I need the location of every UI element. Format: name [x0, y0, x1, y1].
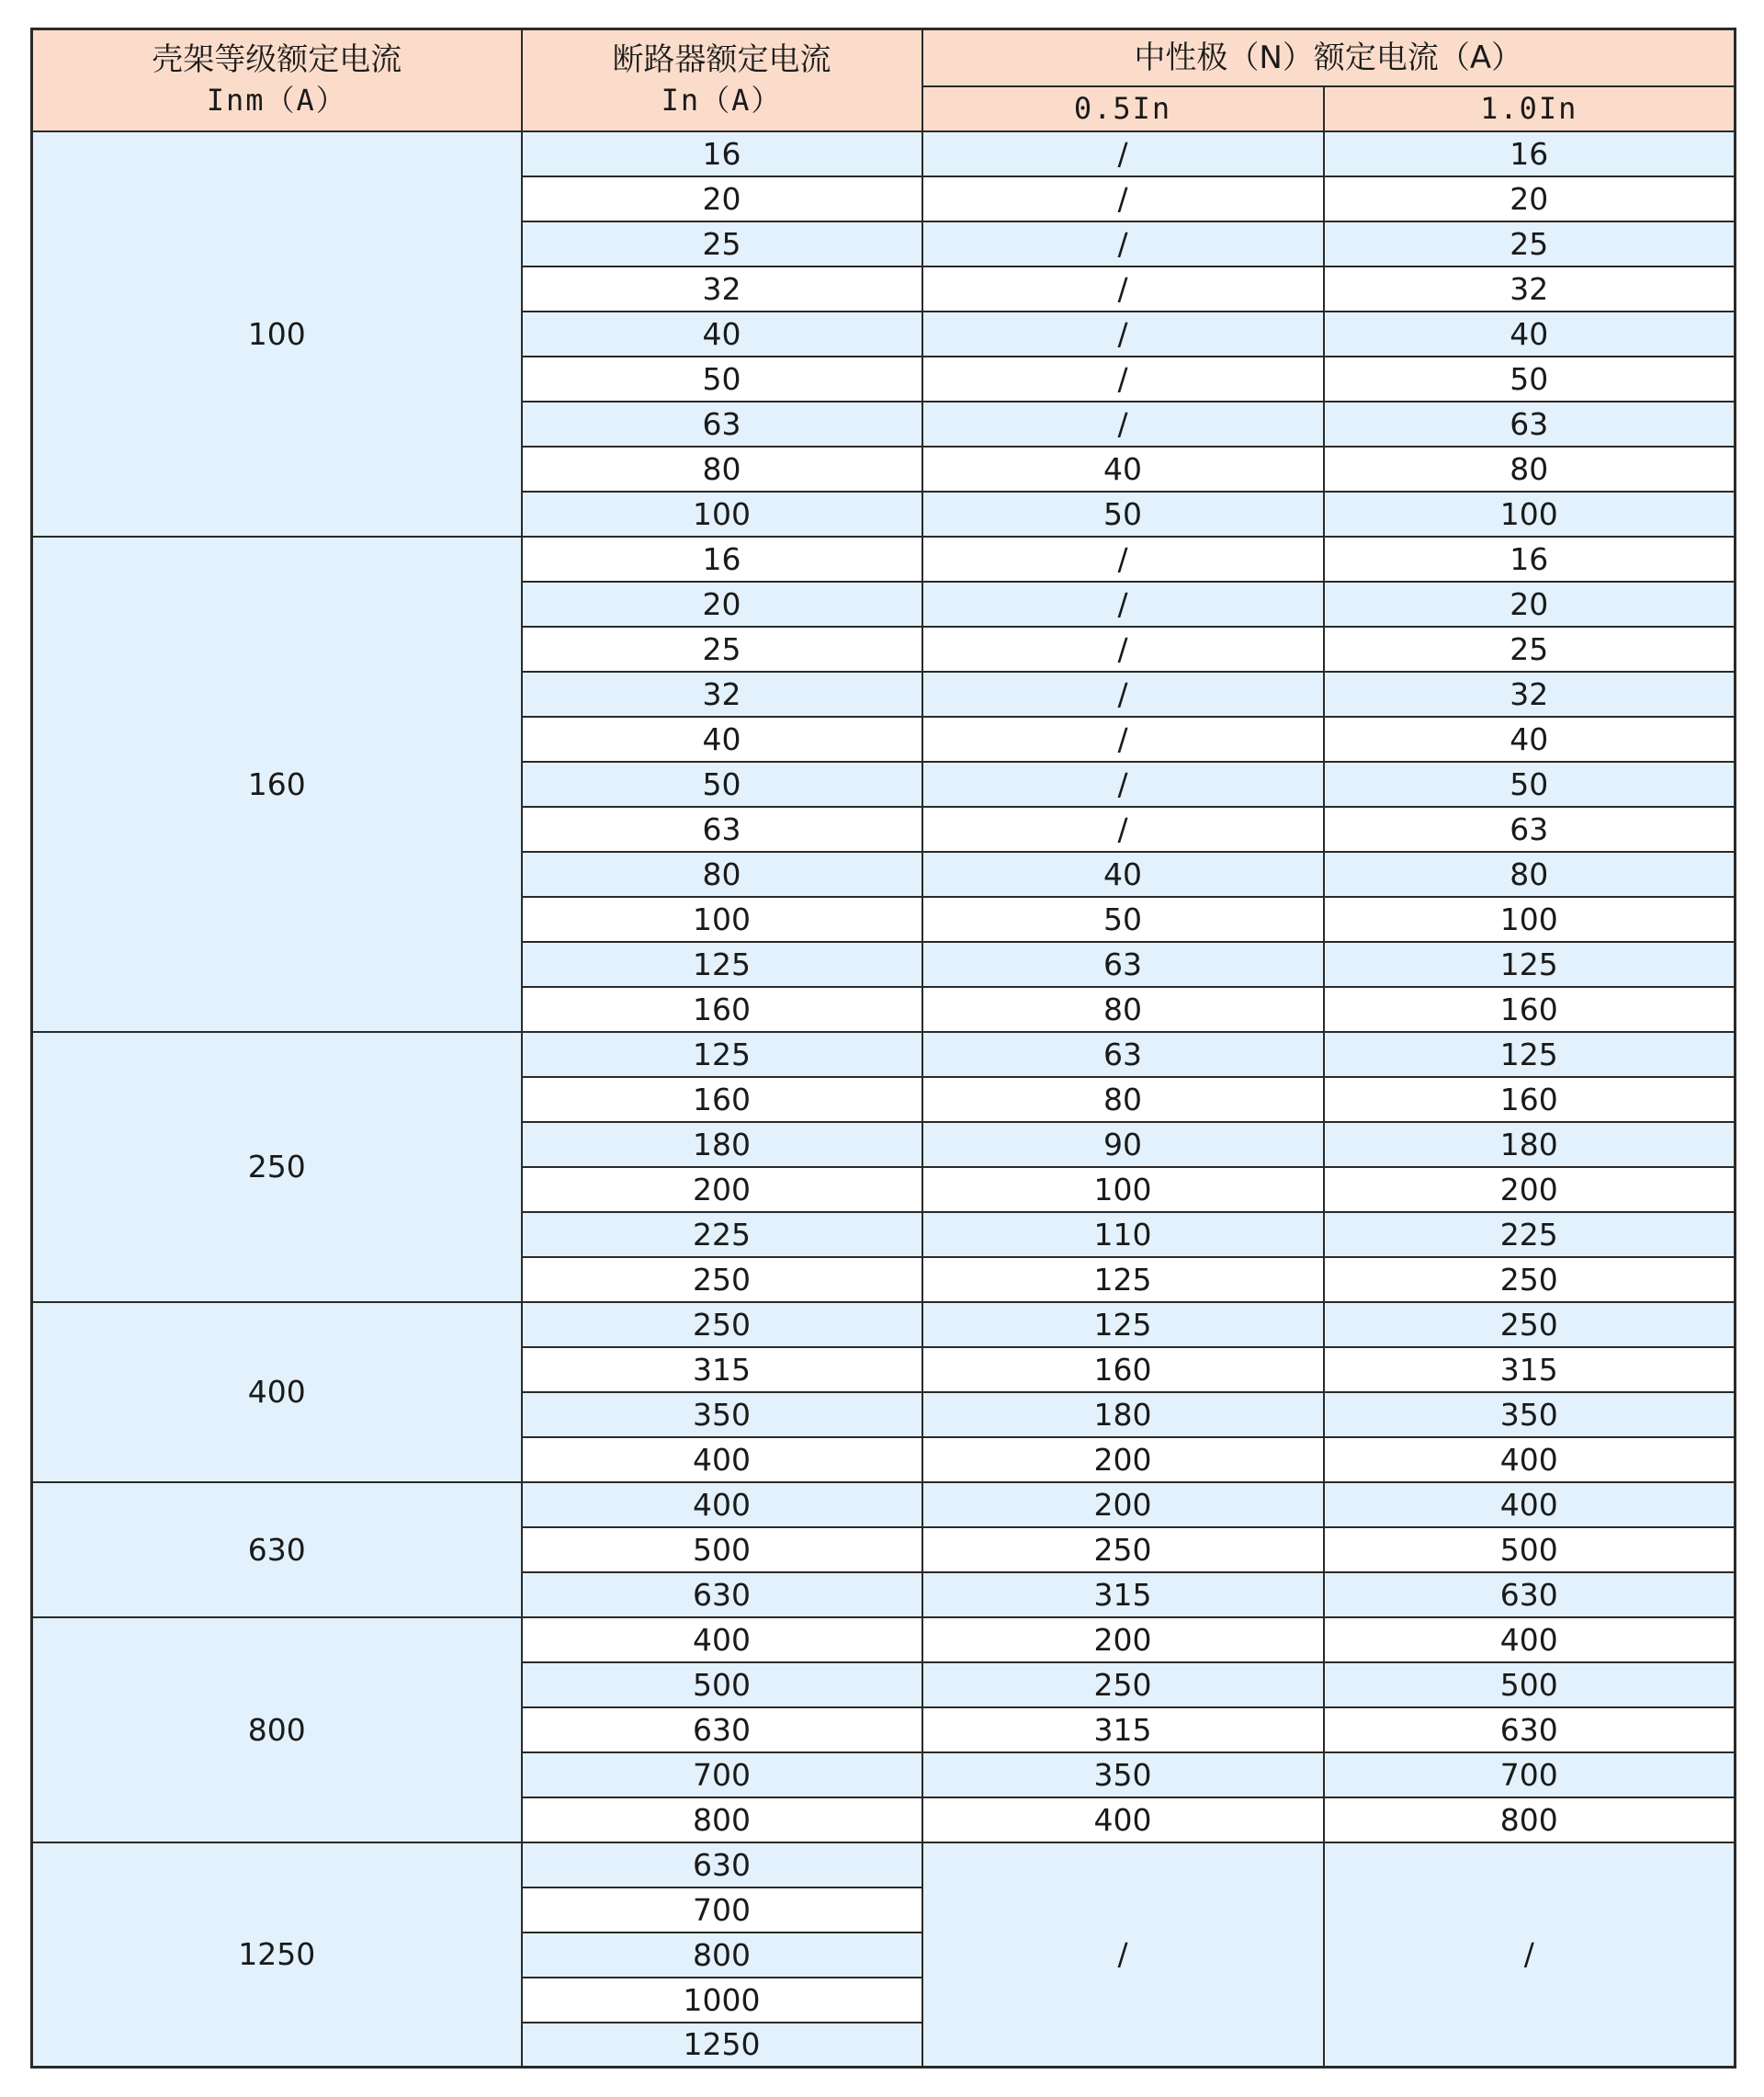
breaker-current-cell: 63 — [522, 402, 922, 447]
breaker-current-cell: 32 — [522, 266, 922, 312]
breaker-current-cell: 500 — [522, 1662, 922, 1707]
breaker-current-cell: 100 — [522, 492, 922, 537]
breaker-current-cell: 630 — [522, 1707, 922, 1752]
breaker-current-cell: 350 — [522, 1392, 922, 1437]
neutral-full-cell: 160 — [1324, 987, 1736, 1032]
breaker-current-header — [522, 29, 922, 131]
neutral-full-cell: 80 — [1324, 447, 1736, 492]
neutral-half-cell: / — [922, 221, 1324, 266]
breaker-current-cell: 125 — [522, 942, 922, 987]
neutral-full-cell: 125 — [1324, 942, 1736, 987]
neutral-half-cell: 80 — [922, 1077, 1324, 1122]
neutral-full-cell: 250 — [1324, 1302, 1736, 1347]
neutral-full-label: 1.0In — [1480, 91, 1578, 126]
neutral-full-cell: 180 — [1324, 1122, 1736, 1167]
neutral-half-cell: 63 — [922, 1032, 1324, 1077]
table-row — [32, 1842, 1736, 1887]
frame-current-title: 壳架等级额定电流 — [152, 41, 402, 79]
table-row — [32, 1617, 1736, 1662]
breaker-current-cell: 700 — [522, 1752, 922, 1797]
breaker-current-cell: 1250 — [522, 2023, 922, 2068]
breaker-current-cell: 16 — [522, 537, 922, 582]
neutral-full-cell: 63 — [1324, 807, 1736, 852]
breaker-current-cell: 160 — [522, 1077, 922, 1122]
neutral-half-cell: 315 — [922, 1572, 1324, 1617]
neutral-half-cell: 200 — [922, 1482, 1324, 1527]
neutral-full-cell: 400 — [1324, 1482, 1736, 1527]
neutral-full-cell: 40 — [1324, 717, 1736, 762]
breaker-current-cell: 125 — [522, 1032, 922, 1077]
neutral-full-cell: 25 — [1324, 627, 1736, 672]
neutral-full-cell: 630 — [1324, 1572, 1736, 1617]
breaker-current-cell: 250 — [522, 1257, 922, 1302]
neutral-half-cell: / — [922, 312, 1324, 357]
neutral-half-cell: / — [922, 672, 1324, 717]
breaker-current-cell: 225 — [522, 1212, 922, 1257]
neutral-current-header: 中性极（N）额定电流（A） — [922, 29, 1736, 86]
breaker-current-cell: 315 — [522, 1347, 922, 1392]
table-body — [32, 131, 1736, 2068]
neutral-full-cell: 400 — [1324, 1437, 1736, 1482]
frame-current-unit: Inm（A） — [206, 83, 347, 119]
neutral-half-cell: / — [922, 807, 1324, 852]
neutral-half-cell: / — [922, 627, 1324, 672]
breaker-current-cell: 25 — [522, 627, 922, 672]
breaker-current-cell: 16 — [522, 131, 922, 176]
breaker-current-cell: 180 — [522, 1122, 922, 1167]
current-rating-table — [30, 28, 1736, 2069]
neutral-half-cell: 50 — [922, 492, 1324, 537]
breaker-current-cell: 200 — [522, 1167, 922, 1212]
breaker-current-cell: 100 — [522, 897, 922, 942]
frame-current-cell: 250 — [32, 1032, 522, 1302]
breaker-current-cell: 630 — [522, 1842, 922, 1887]
neutral-half-cell: 315 — [922, 1707, 1324, 1752]
neutral-half-cell: 110 — [922, 1212, 1324, 1257]
neutral-half-cell: 90 — [922, 1122, 1324, 1167]
breaker-current-cell: 50 — [522, 762, 922, 807]
breaker-current-cell: 800 — [522, 1797, 922, 1842]
breaker-current-cell: 32 — [522, 672, 922, 717]
neutral-full-cell: 250 — [1324, 1257, 1736, 1302]
neutral-half-cell: 50 — [922, 897, 1324, 942]
neutral-full-cell: 40 — [1324, 312, 1736, 357]
neutral-full-cell: 125 — [1324, 1032, 1736, 1077]
neutral-full-cell: 32 — [1324, 672, 1736, 717]
neutral-half-cell: / — [922, 266, 1324, 312]
neutral-half-header — [922, 86, 1324, 131]
breaker-current-cell: 160 — [522, 987, 922, 1032]
table-row — [32, 131, 1736, 176]
neutral-half-cell: 80 — [922, 987, 1324, 1032]
neutral-full-cell: 800 — [1324, 1797, 1736, 1842]
neutral-full-cell: 80 — [1324, 852, 1736, 897]
neutral-half-cell: / — [922, 717, 1324, 762]
neutral-full-cell: 100 — [1324, 897, 1736, 942]
breaker-current-cell: 40 — [522, 312, 922, 357]
neutral-half-cell: 40 — [922, 447, 1324, 492]
neutral-half-cell: 200 — [922, 1437, 1324, 1482]
breaker-current-cell: 50 — [522, 357, 922, 402]
table-row — [32, 1032, 1736, 1077]
breaker-current-cell: 250 — [522, 1302, 922, 1347]
breaker-current-cell: 500 — [522, 1527, 922, 1572]
neutral-half-cell: 400 — [922, 1797, 1324, 1842]
neutral-half-cell: / — [922, 1842, 1324, 2068]
neutral-full-cell: 225 — [1324, 1212, 1736, 1257]
breaker-current-cell: 80 — [522, 447, 922, 492]
breaker-current-cell: 700 — [522, 1887, 922, 1933]
neutral-half-label: 0.5In — [1073, 91, 1172, 126]
neutral-half-cell: 350 — [922, 1752, 1324, 1797]
table-row — [32, 1482, 1736, 1527]
breaker-current-unit: In（A） — [661, 83, 783, 119]
frame-current-header — [32, 29, 522, 131]
neutral-full-cell: 630 — [1324, 1707, 1736, 1752]
neutral-half-cell: / — [922, 582, 1324, 627]
neutral-full-cell: 700 — [1324, 1752, 1736, 1797]
breaker-current-cell: 20 — [522, 582, 922, 627]
breaker-current-cell: 400 — [522, 1482, 922, 1527]
frame-current-cell: 800 — [32, 1617, 522, 1842]
neutral-half-cell: 125 — [922, 1302, 1324, 1347]
neutral-half-cell: 40 — [922, 852, 1324, 897]
neutral-half-cell: 160 — [922, 1347, 1324, 1392]
neutral-full-cell: 50 — [1324, 357, 1736, 402]
neutral-half-cell: 250 — [922, 1527, 1324, 1572]
frame-current-cell: 630 — [32, 1482, 522, 1617]
breaker-current-cell: 630 — [522, 1572, 922, 1617]
neutral-half-cell: 250 — [922, 1662, 1324, 1707]
frame-current-cell: 100 — [32, 131, 522, 537]
neutral-half-cell: 63 — [922, 942, 1324, 987]
table-row — [32, 1302, 1736, 1347]
breaker-current-cell: 800 — [522, 1933, 922, 1978]
neutral-half-cell: 125 — [922, 1257, 1324, 1302]
neutral-half-cell: / — [922, 176, 1324, 221]
table-row — [32, 537, 1736, 582]
neutral-half-cell: 180 — [922, 1392, 1324, 1437]
neutral-full-header — [1324, 86, 1736, 131]
breaker-current-title: 断路器额定电流 — [612, 41, 831, 79]
neutral-full-cell: 25 — [1324, 221, 1736, 266]
neutral-full-cell: 400 — [1324, 1617, 1736, 1662]
breaker-current-cell: 400 — [522, 1617, 922, 1662]
neutral-half-cell: 100 — [922, 1167, 1324, 1212]
neutral-half-cell: / — [922, 402, 1324, 447]
breaker-current-cell: 1000 — [522, 1978, 922, 2023]
neutral-full-cell: 32 — [1324, 266, 1736, 312]
neutral-half-cell: 200 — [922, 1617, 1324, 1662]
neutral-half-cell: / — [922, 537, 1324, 582]
neutral-full-cell: 315 — [1324, 1347, 1736, 1392]
neutral-full-cell: 50 — [1324, 762, 1736, 807]
neutral-full-cell: 100 — [1324, 492, 1736, 537]
breaker-current-cell: 40 — [522, 717, 922, 762]
neutral-half-cell: / — [922, 131, 1324, 176]
frame-current-cell: 400 — [32, 1302, 522, 1482]
neutral-full-cell: / — [1324, 1842, 1736, 2068]
neutral-full-cell: 20 — [1324, 582, 1736, 627]
neutral-full-cell: 500 — [1324, 1527, 1736, 1572]
breaker-current-cell: 63 — [522, 807, 922, 852]
neutral-full-cell: 500 — [1324, 1662, 1736, 1707]
breaker-current-cell: 400 — [522, 1437, 922, 1482]
neutral-full-cell: 20 — [1324, 176, 1736, 221]
neutral-full-cell: 16 — [1324, 537, 1736, 582]
breaker-current-cell: 20 — [522, 176, 922, 221]
neutral-full-cell: 350 — [1324, 1392, 1736, 1437]
neutral-full-cell: 200 — [1324, 1167, 1736, 1212]
frame-current-cell: 1250 — [32, 1842, 522, 2068]
neutral-half-cell: / — [922, 762, 1324, 807]
table-header — [32, 29, 1736, 131]
neutral-full-cell: 63 — [1324, 402, 1736, 447]
breaker-current-cell: 80 — [522, 852, 922, 897]
neutral-full-cell: 160 — [1324, 1077, 1736, 1122]
breaker-current-cell: 25 — [522, 221, 922, 266]
frame-current-cell: 160 — [32, 537, 522, 1032]
neutral-full-cell: 16 — [1324, 131, 1736, 176]
neutral-half-cell: / — [922, 357, 1324, 402]
